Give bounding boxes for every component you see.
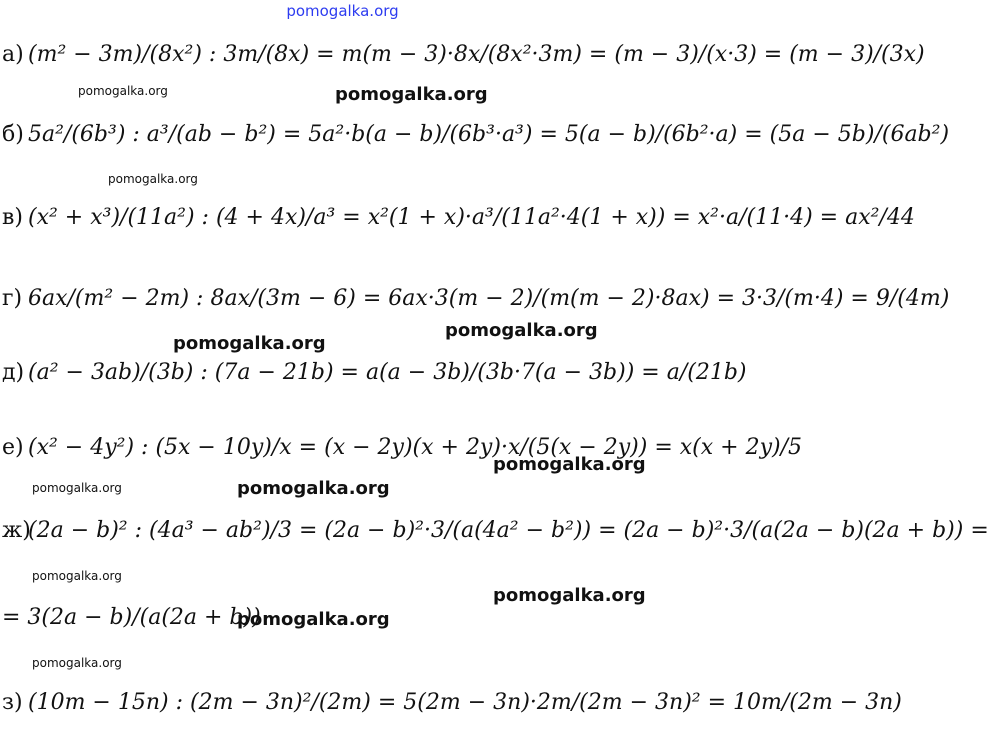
row-label: е) — [2, 435, 24, 460]
equation-text: (x² − 4y²) : (5x − 10y)/x = (x − 2y)(x + 2y)·x/(5(x − 2y)) = x(x + 2y)/5 — [28, 435, 802, 460]
row-label: в) — [2, 205, 23, 230]
equation-text: = 3(2a − b)/(a(2a + b)) — [2, 605, 261, 630]
watermark-big: pomogalka.org — [493, 454, 646, 475]
watermark-top: pomogalka.org — [286, 2, 399, 20]
watermark-small: pomogalka.org — [78, 84, 168, 98]
watermark-small: pomogalka.org — [108, 172, 198, 186]
row-label: д) — [2, 360, 25, 385]
watermark-big: pomogalka.org — [493, 585, 646, 606]
row-label: а) — [2, 42, 24, 67]
watermark-small: pomogalka.org — [32, 481, 122, 495]
watermark-small: pomogalka.org — [32, 569, 122, 583]
watermark-big: pomogalka.org — [173, 333, 326, 354]
watermark-small: pomogalka.org — [32, 656, 122, 670]
watermark-big: pomogalka.org — [445, 320, 598, 341]
row-label: ж) — [2, 518, 31, 543]
equation-text: 5a²/(6b³) : a³/(ab − b²) = 5a²·b(a − b)/(6b³·a³) = 5(a − b)/(6b²·a) = (5a − 5b)/(6ab²) — [28, 122, 950, 147]
watermark-big: pomogalka.org — [335, 84, 488, 105]
row-label: г) — [2, 286, 23, 311]
row-label: з) — [2, 690, 23, 715]
watermark-big: pomogalka.org — [237, 609, 390, 630]
equation-text: (m² − 3m)/(8x²) : 3m/(8x) = m(m − 3)·8x/(8x²·3m) = (m − 3)/(x·3) = (m − 3)/(3x) — [28, 42, 925, 67]
equation-text: (a² − 3ab)/(3b) : (7a − 21b) = a(a − 3b)/(3b·7(a − 3b)) = a/(21b) — [28, 360, 747, 385]
row-label: б) — [2, 122, 24, 147]
watermark-big: pomogalka.org — [237, 478, 390, 499]
equation-text: (x² + x³)/(11a²) : (4 + 4x)/a³ = x²(1 + x)·a³/(11a²·4(1 + x)) = x²·a/(11·4) = ax²/44 — [28, 205, 915, 230]
equation-text: 6ax/(m² − 2m) : 8ax/(3m − 6) = 6ax·3(m − 2)/(m(m − 2)·8ax) = 3·3/(m·4) = 9/(4m) — [28, 286, 950, 311]
equation-text: (2a − b)² : (4a³ − ab²)/3 = (2a − b)²·3/(a(4a² − b²)) = (2a − b)²·3/(a(2a − b)(2a + b)) = — [28, 518, 989, 543]
equation-text: (10m − 15n) : (2m − 3n)²/(2m) = 5(2m − 3n)·2m/(2m − 3n)² = 10m/(2m − 3n) — [28, 690, 902, 715]
